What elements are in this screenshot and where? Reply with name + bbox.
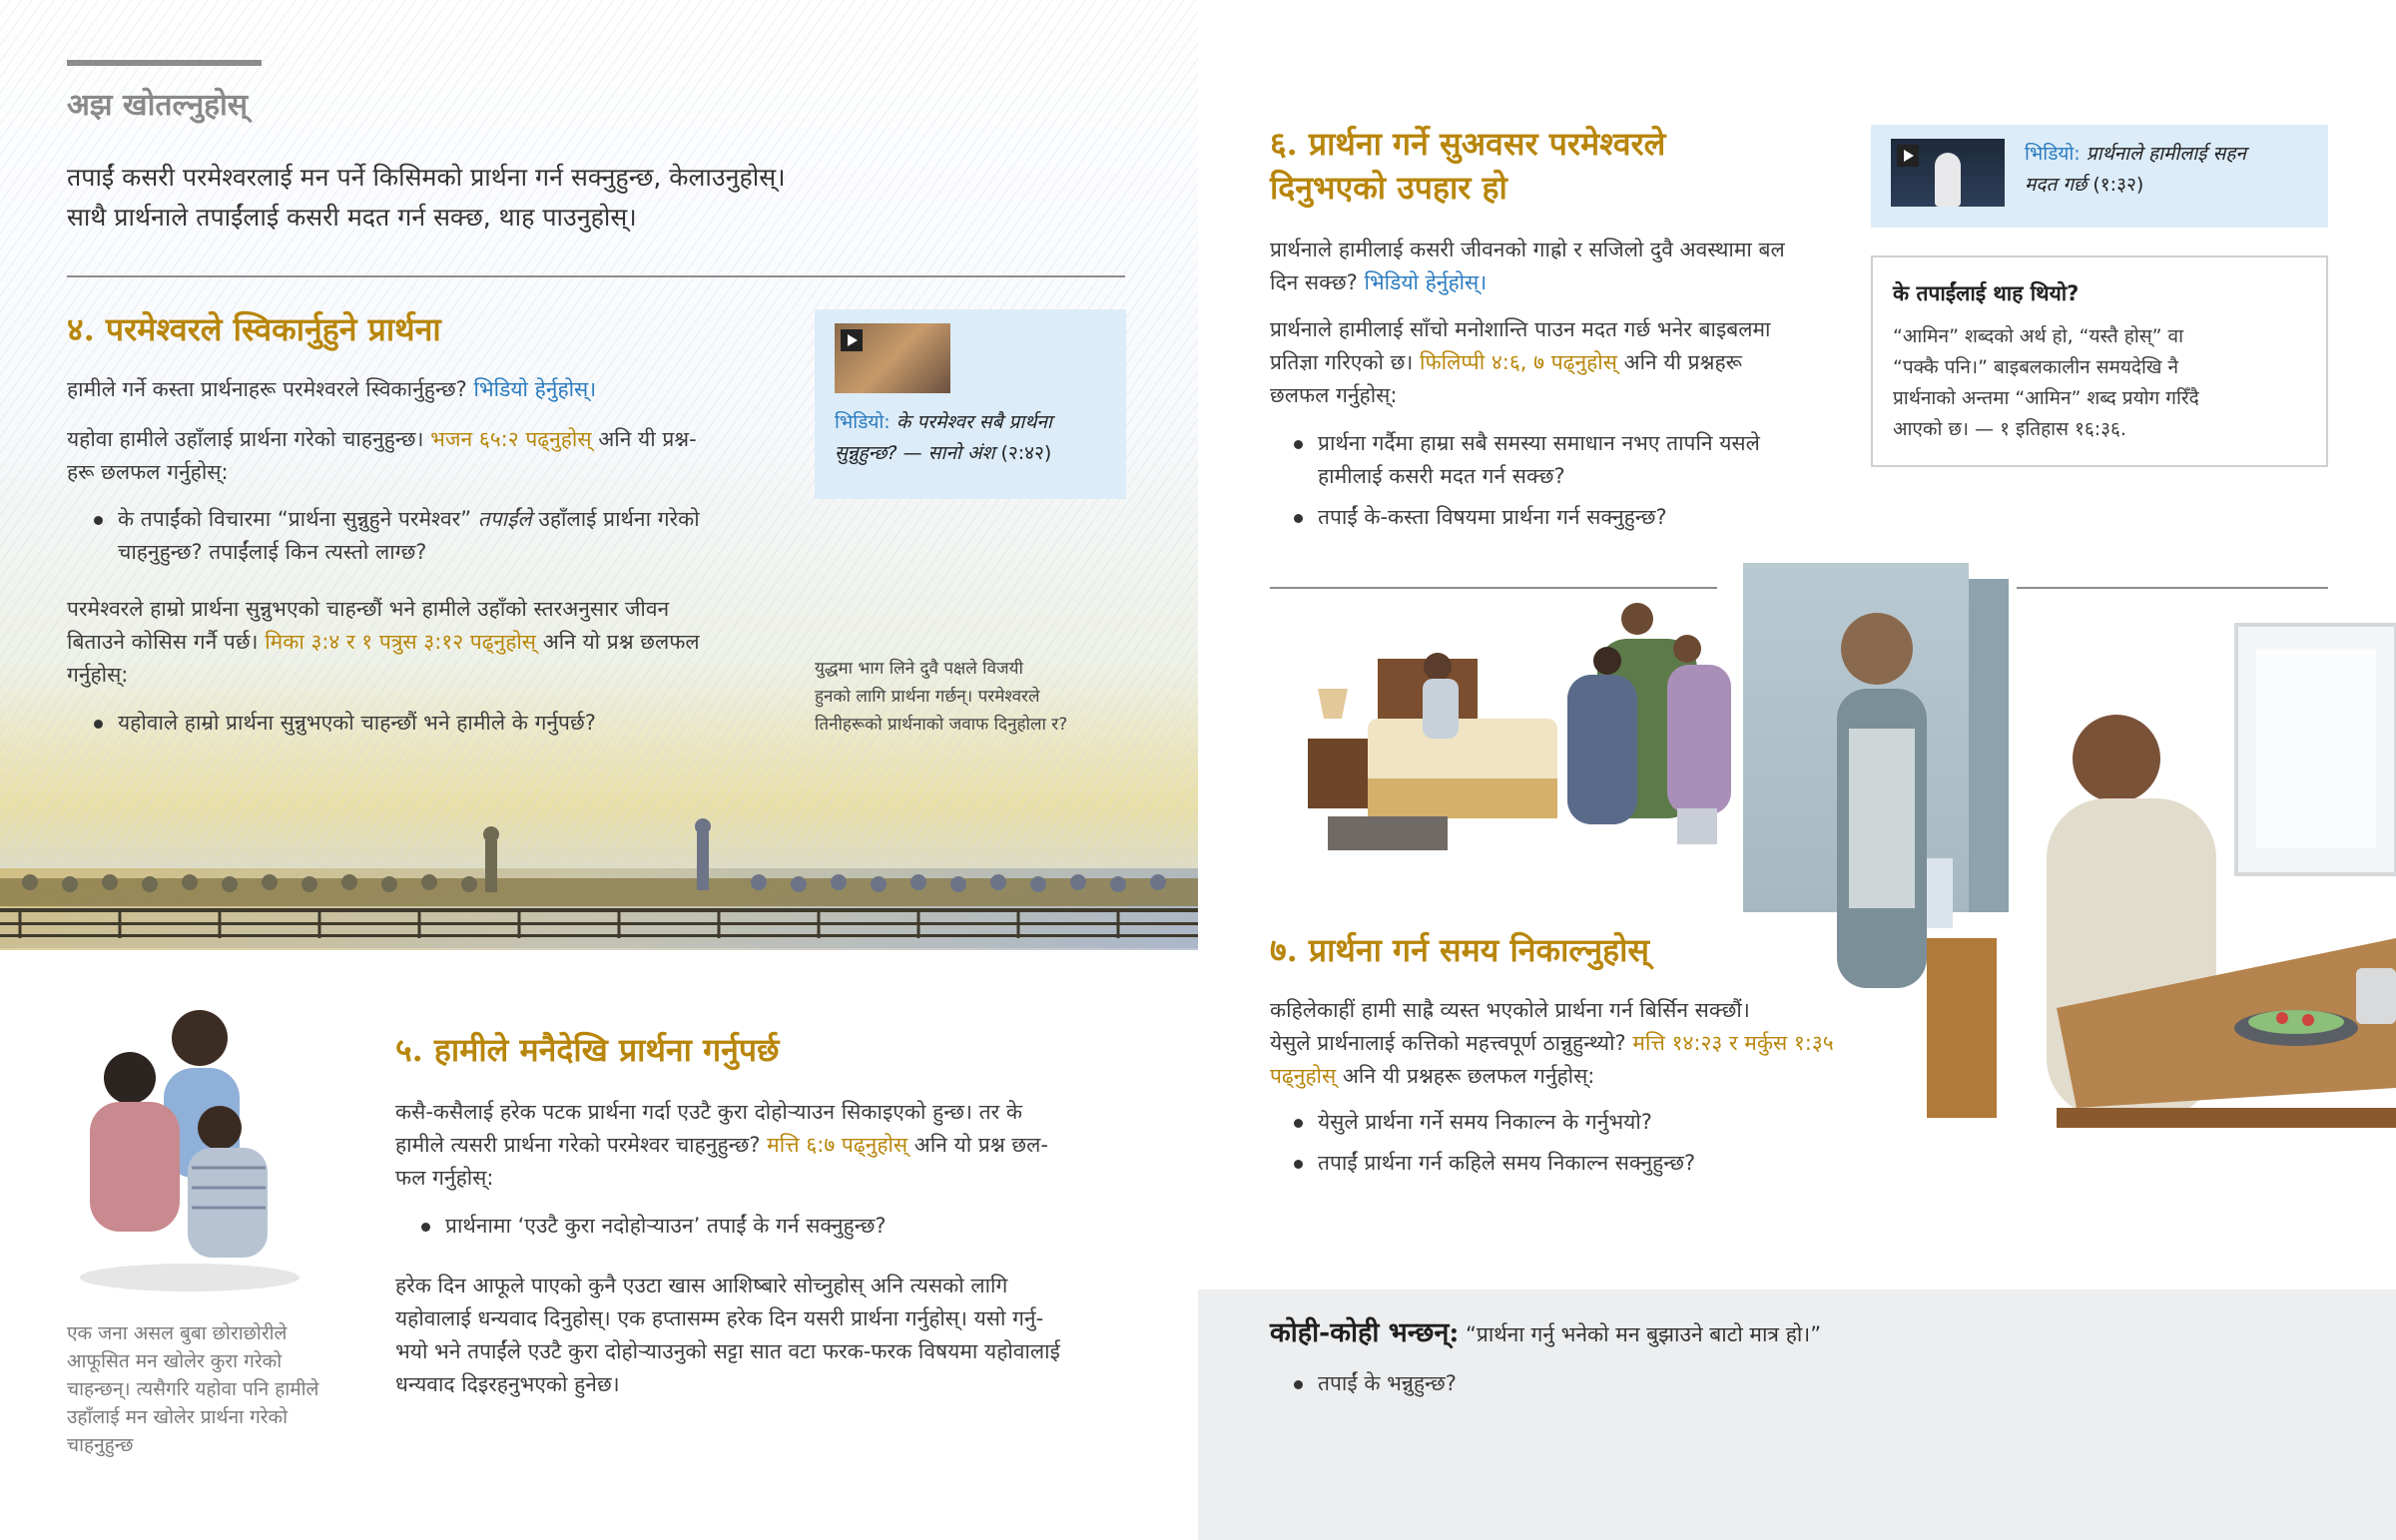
speaker-figure bbox=[1935, 153, 1961, 207]
scripture-ref-matthew-6[interactable]: मत्ति ६:७ पढ्नुहोस् bbox=[767, 1133, 908, 1157]
scripture-ref-read[interactable]: पढ्नुहोस् bbox=[1270, 1064, 1337, 1088]
scripture-ref-philippians[interactable]: फिलिप्पी ४:६, ७ पढ्नुहोस् bbox=[1420, 350, 1617, 374]
video-link-4[interactable]: भिडियो हेर्नुहोस्। bbox=[473, 377, 597, 401]
divider-right-left bbox=[1270, 587, 1717, 589]
some-say-bullets bbox=[1290, 1359, 1929, 1400]
intro-line-1: तपाईं कसरी परमेश्वरलाई मन पर्ने किसिमको प्रार्थना गर्न सक्नुहुन्छ, केलाउनुहोस्। bbox=[67, 163, 786, 192]
list-item: तपाईं प्रार्थना गर्न कहिले समय निकाल्न सक्नुहुन्छ? bbox=[1290, 1147, 1929, 1180]
video-box-6[interactable] bbox=[1871, 125, 2328, 228]
did-you-know-text: “आमिन” शब्दको अर्थ हो, “यस्तै होस्” वा “पक्कै पनि।” बाइबलकालीन समयदेखि नै प्रार्थनाको अन्तमा “आमिन” शब्द प्रयोग गरिँदै आएको छ। — १ इतिहास १६:३६. bbox=[1893, 325, 2199, 440]
list-item: के तपाईंको विचारमा “प्रार्थना सुन्नुहुने परमेश्वर” तपाईंले उहाँलाई प्रार्थना गरेको चाहनुहुन्छ? तपाईंलाई किन त्यस्तो लाग्छ? bbox=[90, 503, 789, 569]
list-item: येसुले प्रार्थना गर्ने समय निकाल्न के गर्नुभयो? bbox=[1290, 1106, 1929, 1139]
section-4-bullets-2 bbox=[90, 699, 789, 740]
battlefield-illustration bbox=[0, 798, 1198, 950]
list-item: यहोवाले हाम्रो प्रार्थना सुन्नुभएको चाहन्छौं भने हामीले के गर्नुपर्छ? bbox=[90, 707, 789, 740]
section-5-paragraph-2: हरेक दिन आफूले पाएको कुनै एउटा खास आशिष्बारे सोच्नुहोस् अनि त्यसको लागि यहोवालाई धन्यवाद दिनुहोस्। एक हप्तासम्म हरेक दिन यसरी प्रार्थना गर्नुहोस्। यसो गर्नु- भयो भने तपाईंले एउटै कुरा दोहोऱ्याउनुको सट्टा सात वटा फरक-फरक विषयमा यहोवालाई धन्यवाद दिइरहनुभएको हुनेछ। bbox=[395, 1274, 1060, 1396]
section-4-question: हामीले गर्ने कस्ता प्रार्थनाहरू परमेश्वरले स्विकार्नुहुन्छ? भिडियो हेर्नुहोस्। bbox=[67, 377, 597, 401]
video-caption-6[interactable]: भिडियो: प्रार्थनाले हामीलाई सहन मदत गर्छ (१:३२) bbox=[2025, 143, 2246, 196]
section-4-bullets-1 bbox=[90, 495, 789, 569]
bedroom-family-illustration bbox=[1298, 599, 1777, 878]
intro-top-rule bbox=[67, 60, 262, 66]
video-thumbnail-6[interactable] bbox=[1891, 139, 2005, 207]
intro-text bbox=[67, 158, 786, 238]
section-7-bullets bbox=[1290, 1098, 1929, 1180]
video-caption-4[interactable]: भिडियो: के परमेश्वर सबै प्रार्थना सुन्नुहुन्छ? — सानो अंश (२:४२) bbox=[835, 411, 1052, 464]
section-6-paragraph: प्रार्थनाले हामीलाई साँचो मनोशान्ति पाउन मदत गर्छ भनेर बाइबलमा प्रतिज्ञा गरिएको छ। फिलिप्पी ४:६, ७ पढ्नुहोस् अनि यी प्रश्नहरू छलफल गर्नुहोस्: bbox=[1270, 317, 1771, 407]
section-4-paragraph-1: यहोवा हामीले उहाँलाई प्रार्थना गरेको चाहनुहुन्छ। भजन ६५:२ पढ्नुहोस् अनि यी प्रश्न- हरू छलफल गर्नुहोस्: bbox=[67, 427, 697, 484]
intro-title: अझ खोतल्नुहोस् bbox=[67, 88, 249, 123]
list-item: तपाईं के भन्नुहुन्छ? bbox=[1290, 1367, 1929, 1400]
did-you-know-title: के तपाईंलाई थाह थियो? bbox=[1893, 281, 2080, 305]
section-5-heading: ५. हामीले मनैदेखि प्रार्थना गर्नुपर्छ bbox=[395, 1031, 780, 1069]
section-4-heading: ४. परमेश्वरले स्विकार्नुहुने प्रार्थना bbox=[67, 310, 441, 348]
list-item: तपाईं के-कस्ता विषयमा प्रार्थना गर्न सक्नुहुन्छ? bbox=[1290, 501, 1849, 534]
section-7-heading: ७. प्रार्थना गर्न समय निकाल्नुहोस् bbox=[1270, 931, 1650, 969]
divider-right-right bbox=[2017, 587, 2328, 589]
video-link-6[interactable]: भिडियो हेर्नुहोस्। bbox=[1364, 270, 1488, 294]
scripture-ref-matthew-14[interactable]: मत्ति १४:२३ र मर्कुस १:३५ bbox=[1632, 1031, 1834, 1055]
section-4-paragraph-2: परमेश्वरले हाम्रो प्रार्थना सुन्नुभएको चाहन्छौं भने हामीले उहाँको स्तरअनुसार जीवन बिताउने कोसिस गर्नै पर्छ। मिका ३:४ र १ पत्रुस ३:१२ पढ्नुहोस् अनि यो प्रश्न छलफल गर्नुहोस्: bbox=[67, 597, 700, 687]
divider-left-top bbox=[67, 275, 1125, 277]
section-6-heading: ६. प्रार्थना गर्ने सुअवसर परमेश्वरले दिनुभएको उपहार हो bbox=[1270, 125, 1666, 207]
list-item: प्रार्थनामा ‘एउटै कुरा नदोहोऱ्याउन’ तपाईं के गर्न सक्नुहुन्छ? bbox=[417, 1210, 1116, 1243]
some-say-line bbox=[1270, 1315, 1821, 1352]
section-7-paragraph: कहिलेकाहीं हामी साह्रै व्यस्त भएकोले प्रार्थना गर्न बिर्सिन सक्छौं। येसुले प्रार्थनालाई कत्तिको महत्त्वपूर्ण ठान्नुहुन्थ्यो? मत्ति १४:२३ र मर्कुस १:३५ पढ्नुहोस् अनि यी प्रश्नहरू छलफल गर्नुहोस्: bbox=[1270, 998, 1834, 1088]
intro-line-2: साथै प्रार्थनाले तपाईंलाई कसरी मदत गर्न सक्छ, थाह पाउनुहोस्। bbox=[67, 203, 637, 232]
section-5-bullets bbox=[417, 1202, 1116, 1243]
scripture-ref-psalm[interactable]: भजन ६५:२ पढ्नुहोस् bbox=[430, 427, 592, 451]
play-icon[interactable] bbox=[841, 329, 863, 351]
section-6-question: प्रार्थनाले हामीलाई कसरी जीवनको गाह्रो र सजिलो दुवै अवस्थामा बल दिन सक्छ? भिडियो हेर्नुहोस्। bbox=[1270, 238, 1785, 294]
some-say-label: कोही-कोही भन्छन्: bbox=[1270, 1317, 1460, 1348]
family-caption: एक जना असल बुबा छोराछोरीले आफूसित मन खोलेर कुरा गरेको चाहन्छन्। त्यसैगरि यहोवा पनि हामीले उहाँलाई मन खोलेर प्रार्थना गरेको चाहनुहुन्छ bbox=[67, 1322, 319, 1456]
list-item: प्रार्थना गर्दैमा हाम्रा सबै समस्या समाधान नभए तापनि यसले हामीलाई कसरी मदत गर्न सक्छ? bbox=[1290, 427, 1849, 493]
video-box-4[interactable] bbox=[815, 309, 1126, 499]
play-icon[interactable] bbox=[1897, 145, 1919, 167]
battlefield-caption: युद्धमा भाग लिने दुवै पक्षले विजयी हुनको लागि प्रार्थना गर्छन्। परमेश्वरले तिनीहरूको प्रार्थनाको जवाफ दिनुहोला र? bbox=[815, 659, 1068, 735]
family-illustration bbox=[70, 998, 309, 1297]
did-you-know-box bbox=[1871, 256, 2328, 467]
video-thumbnail-4[interactable] bbox=[835, 323, 950, 393]
section-5-paragraph-1: कसै-कसैलाई हरेक पटक प्रार्थना गर्दा एउटै कुरा दोहोऱ्याउन सिकाइएको हुन्छ। तर के हामीले त्यसरी प्रार्थना गरेको परमेश्वर चाहनुहुन्छ? मत्ति ६:७ पढ्नुहोस् अनि यो प्रश्न छल- फल गर्नुहोस्: bbox=[395, 1100, 1048, 1190]
scripture-ref-micah[interactable]: मिका ३:४ र १ पत्रुस ३:१२ पढ्नुहोस् bbox=[265, 630, 536, 654]
section-6-bullets bbox=[1290, 419, 1849, 534]
some-say-quote: “प्रार्थना गर्नु भनेको मन बुझाउने बाटो मात्र हो।” bbox=[1466, 1322, 1822, 1346]
